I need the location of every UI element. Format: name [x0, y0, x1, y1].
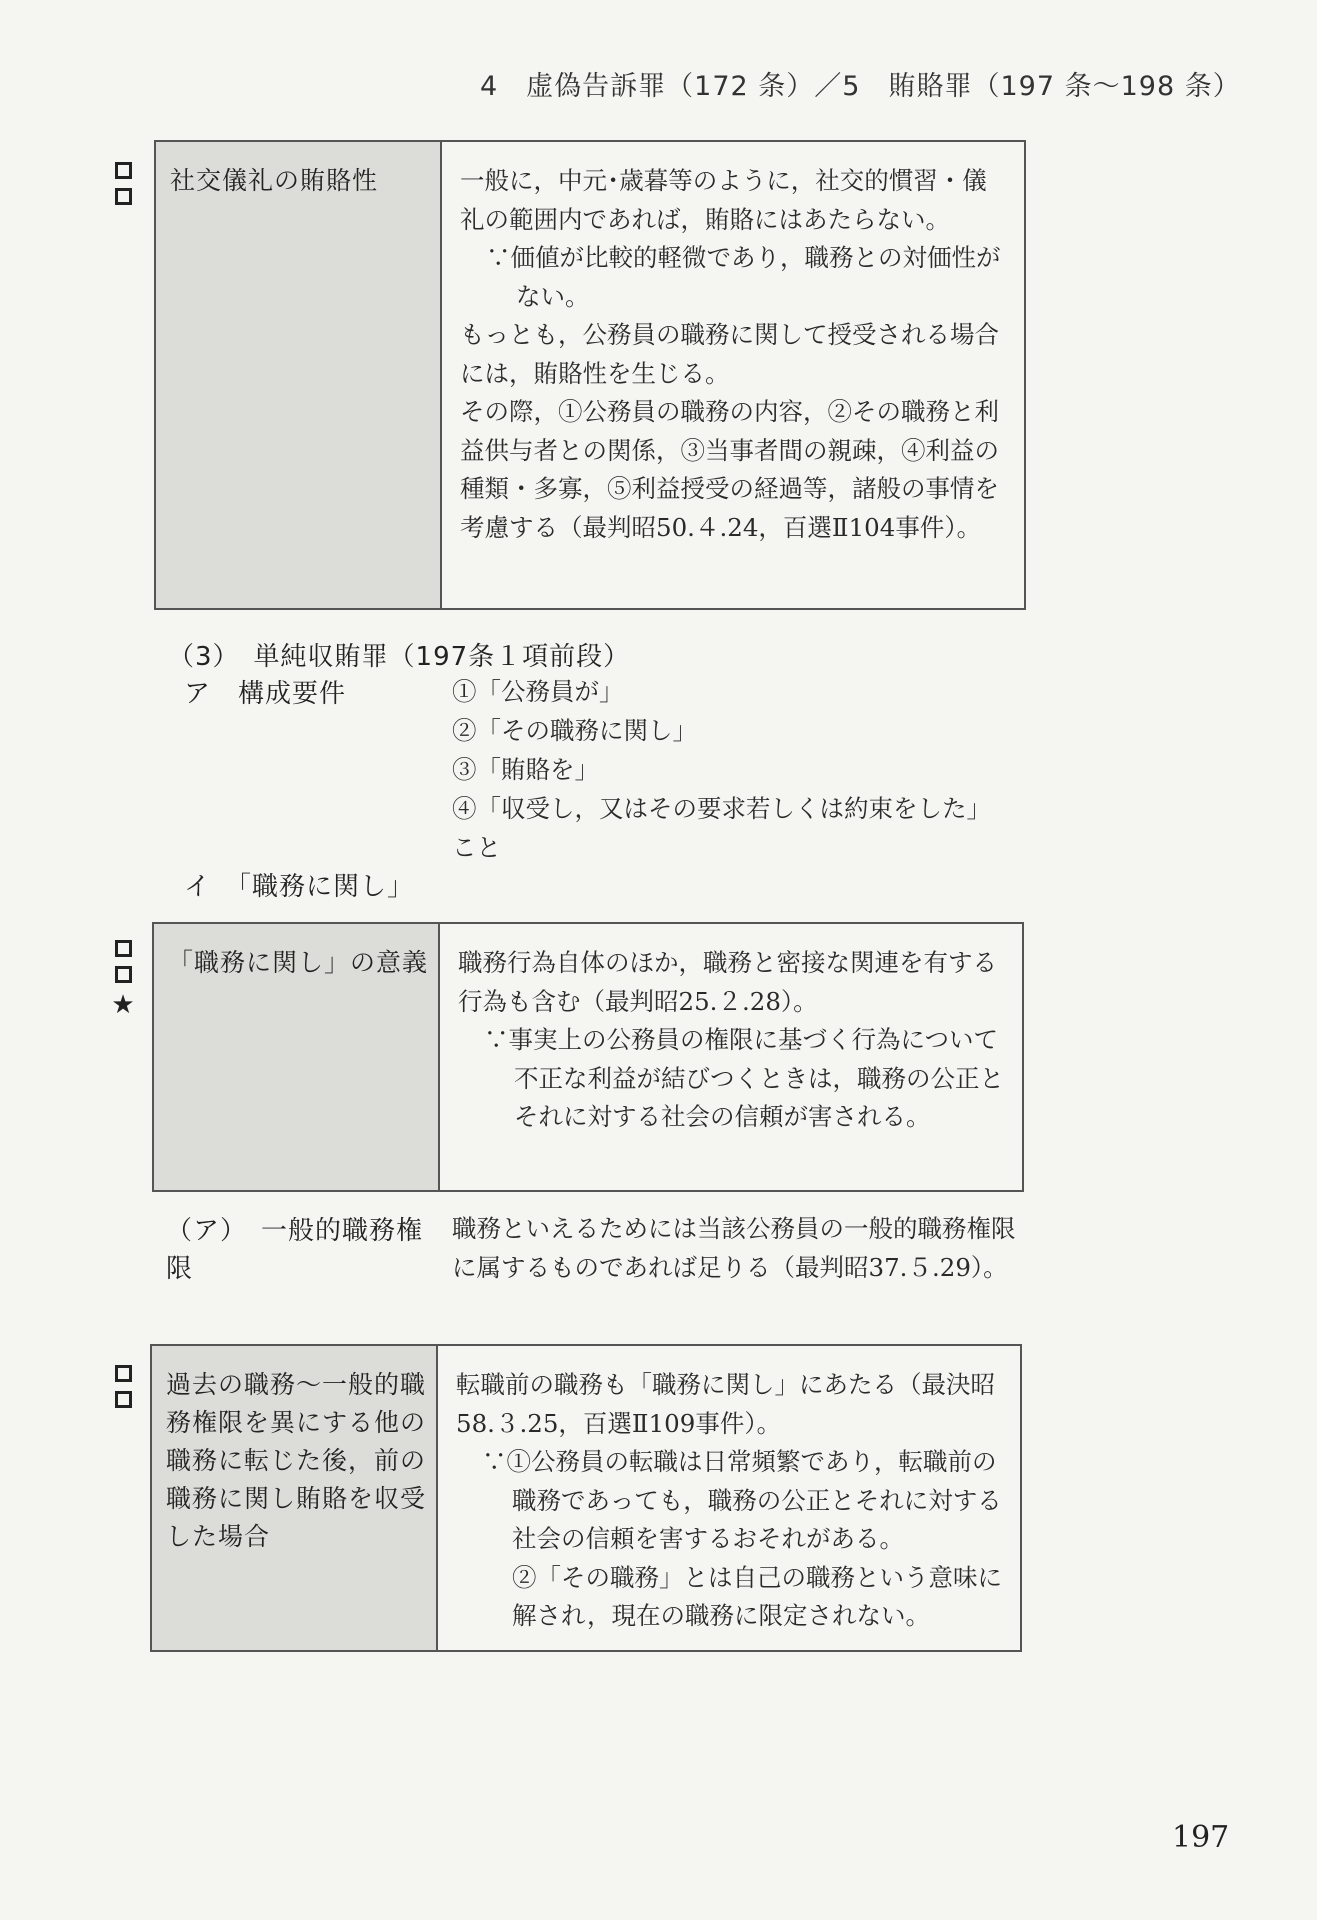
- body-text: もっとも，公務員の職務に関して授受される場合には，賄賂性を生じる。: [460, 320, 999, 388]
- body-text: その際，①公務員の職務の内容，②その職務と利益供与者との関係，③当事者間の親疎，④利益の種類・多寡，⑤利益授受の経過等，諸般の事情を考慮する（最判昭50.４.24，百選Ⅱ104事件）。: [460, 397, 999, 542]
- checkbox-icon[interactable]: [115, 162, 132, 179]
- review-checkboxes-2: [110, 940, 136, 1018]
- body-text: 一般に，中元･歳暮等のように，社交的慣習・儀礼の範囲内であれば，賄賂にはあたらない。: [460, 166, 987, 234]
- subsection-heading: ア 構成要件: [184, 679, 347, 709]
- review-checkboxes-3: [110, 1365, 136, 1417]
- requirement-item: ④「収受し，又はその要求若しくは約束をした」こと: [452, 794, 991, 862]
- general-authority-heading: （ア） 一般的職務権限: [166, 1216, 424, 1284]
- checkbox-icon[interactable]: [115, 188, 132, 205]
- star-icon: ★: [111, 990, 135, 1020]
- topic-body: [440, 924, 1022, 1190]
- body-text: 転職前の職務も「職務に関し」にあたる（最決昭58.３.25，百選Ⅱ109事件）。: [456, 1370, 995, 1438]
- reason-text: ②「その職務」とは自己の職務という意味に解され，現在の職務に限定されない。: [512, 1562, 1002, 1630]
- reason-text: ∵①公務員の転職は日常頻繁であり，転職前の職務であっても，職務の公正とそれに対する社会の信頼を害するおそれがある。: [482, 1447, 1002, 1553]
- running-header: 4 虚偽告訴罪（172 条）／5 賄賂罪（197 条〜198 条）: [480, 71, 1241, 102]
- checkbox-icon[interactable]: [115, 1365, 132, 1382]
- subsection-heading: イ 「職務に関し」: [184, 872, 415, 902]
- general-authority-text: 職務といえるためには当該公務員の一般的職務権限に属するものであれば足りる（最判昭37.５.29）。: [452, 1214, 1016, 1282]
- checkbox-icon[interactable]: [115, 1391, 132, 1408]
- reason-text: ∵事実上の公務員の権限に基づく行為について不正な利益が結びつくときは，職務の公正とそれに対する社会の信頼が害される。: [484, 1025, 1004, 1131]
- review-checkboxes-1: [110, 162, 136, 214]
- topic-label: 過去の職務〜一般的職務権限を異にする他の職務に転じた後，前の職務に関し賄賂を収受した場合: [152, 1346, 438, 1650]
- requirement-item: ③「賄賂を」: [452, 755, 599, 784]
- topic-body: [438, 1346, 1020, 1650]
- checkbox-icon[interactable]: [115, 966, 132, 983]
- reason-text: ∵価値が比較的軽微であり，職務との対価性がない。: [486, 243, 1001, 311]
- topic-box-meaning: [152, 922, 1024, 1192]
- topic-box-past-duties: [150, 1344, 1022, 1652]
- topic-label: 社交儀礼の賄賂性: [156, 142, 442, 608]
- requirement-item: ②「その職務に関し」: [452, 716, 697, 745]
- section-heading: （3） 単純収賄罪（197条１項前段）: [168, 642, 631, 672]
- checkbox-icon[interactable]: [115, 940, 132, 957]
- requirement-item: ①「公務員が」: [452, 677, 624, 706]
- body-text: 職務行為自体のほか，職務と密接な関連を有する行為も含む（最判昭25.２.28）。: [458, 948, 997, 1016]
- topic-body: [442, 142, 1024, 608]
- page-number: 197: [1172, 1820, 1230, 1855]
- topic-box-courtesy: [154, 140, 1026, 610]
- requirements-list: [452, 672, 1012, 867]
- topic-label: 「職務に関し」の意義: [154, 924, 440, 1190]
